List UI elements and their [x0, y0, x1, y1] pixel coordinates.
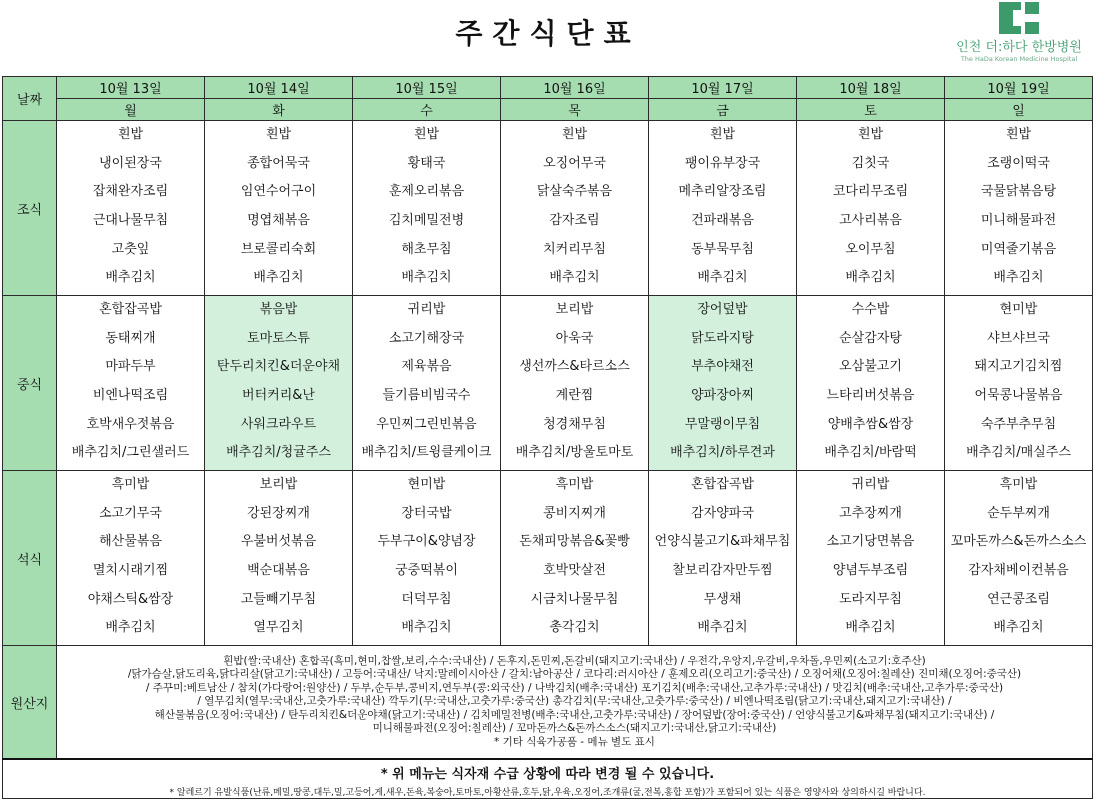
- menu-item: 돈채피망볶음&꽃빵: [519, 534, 630, 550]
- breakfast-menu-cell: [945, 121, 1093, 296]
- dinner-label: 석식: [3, 471, 57, 646]
- origin-line: /닭가슴살,닭도리육,닭다리살(닭고기:국내산) / 고등어:국내산/ 낙지:말레이시아산 / 갈치:남아공산 / 코다리:러시아산 / 훈제오리(오리고기:중국산) / 오징어채(오징어:칠레산) 진미채(오징어:중국산): [127, 668, 1022, 681]
- menu-item: 미니해물파전: [980, 213, 1057, 229]
- weekday-row: [3, 99, 1093, 121]
- dinner-menu-cell: [353, 471, 501, 646]
- menu-item: 배추김치: [845, 270, 896, 286]
- breakfast-menu-cell: [501, 121, 649, 296]
- dinner-menu-cell: [797, 471, 945, 646]
- date-label: 날짜: [3, 77, 57, 121]
- dinner-row: [3, 471, 1093, 646]
- menu-item: 계란찜: [555, 388, 594, 404]
- lunch-menu-cell: [797, 296, 945, 471]
- menu-item: 김칫국: [851, 155, 890, 171]
- menu-item: 양파장아찌: [691, 388, 754, 404]
- menu-item: 찰보리감자만두찜: [672, 563, 773, 579]
- lunch-menu-cell: [205, 296, 353, 471]
- menu-item: 아욱국: [555, 330, 594, 346]
- menu-item: 혼합잡곡밥: [99, 302, 162, 317]
- menu-item: 백순대볶음: [247, 563, 310, 579]
- menu-item: 해초무침: [401, 241, 452, 257]
- menu-item: 감자채베이컨볶음: [968, 563, 1069, 579]
- menu-item: 흑미밥: [111, 477, 150, 492]
- logo-name: 인천 더:하다 한방병원: [956, 40, 1082, 55]
- menu-item: 배추김치: [993, 270, 1044, 286]
- menu-item: 팽이유부장국: [684, 155, 761, 171]
- menu-item: 비엔나떡조림: [92, 388, 169, 404]
- menu-item: 언양식불고기&파채무침: [654, 534, 791, 550]
- menu-item: 무생채: [703, 591, 742, 607]
- menu-item: 청경채무침: [543, 416, 606, 432]
- menu-item: 고들빼기무침: [240, 591, 317, 607]
- menu-item: 마파두부: [105, 359, 156, 375]
- menu-item: 닭살숙주볶음: [536, 184, 613, 200]
- lunch-menu-cell: [57, 296, 205, 471]
- menu-item: 귀리밥: [407, 302, 446, 317]
- menu-item: 흰밥: [265, 127, 292, 142]
- page-title: 주간식단표: [455, 17, 641, 50]
- menu-item: 김치메밀전병: [388, 213, 465, 229]
- menu-item: 조랭이떡국: [987, 155, 1050, 171]
- menu-item: 감자조림: [549, 213, 600, 229]
- menu-item: 미역줄기볶음: [980, 241, 1057, 257]
- menu-item: 배추김치/바람떡: [824, 445, 917, 461]
- weekly-menu-table: [2, 76, 1093, 799]
- menu-item: 순두부찌개: [987, 505, 1050, 521]
- menu-item: 코다리무조림: [832, 184, 909, 200]
- menu-item: 보리밥: [259, 477, 298, 492]
- lunch-menu-cell: [649, 296, 797, 471]
- origin-line: / 주꾸미:베트남산 / 참치(가다랑어:원양산) / 두부,순두부,콩비지,연두부(콩:외국산) / 나박김치(배추:국내산) 포기김치(배추:국내산,고추가루:국내산) / 맛김치(배추:국내산,고추가루:중국산): [145, 681, 1004, 694]
- menu-item: 배추김치: [845, 620, 896, 636]
- menu-item: 배추김치: [401, 620, 452, 636]
- menu-item: 오이무침: [845, 241, 896, 257]
- menu-item: 시금치나물무침: [530, 591, 619, 607]
- origin-line: 미니해물파전(오징어:칠레산) / 꼬마돈까스&돈까스소스(돼지고기:국내산,닭고기:국내산): [372, 722, 777, 735]
- menu-item: 강된장찌개: [247, 505, 310, 521]
- menu-item: 돼지고기김치찜: [974, 359, 1063, 375]
- dinner-menu-cell: [205, 471, 353, 646]
- menu-item: 토마토스튜: [247, 330, 310, 346]
- menu-item: 치커리무침: [543, 241, 606, 257]
- day-weekday: 금: [649, 99, 797, 121]
- menu-item: 도라지무침: [839, 591, 902, 607]
- menu-item: 혼합잡곡밥: [691, 477, 754, 492]
- day-weekday: 월: [57, 99, 205, 121]
- menu-item: 들기름비빔국수: [382, 388, 471, 404]
- menu-item: 호박새우젓볶음: [86, 416, 175, 432]
- menu-item: 궁중떡볶이: [395, 563, 458, 579]
- notice-main: * 위 메뉴는 식자재 수급 상황에 따라 변경 될 수 있습니다.: [380, 767, 715, 782]
- menu-item: 수수밥: [851, 302, 890, 317]
- menu-item: 느타리버섯볶음: [826, 388, 915, 404]
- menu-item: 건파래볶음: [691, 213, 754, 229]
- menu-item: 오징어무국: [543, 155, 606, 171]
- day-date: 10월 19일: [945, 77, 1093, 99]
- menu-item: 두부구이&양념장: [377, 534, 476, 550]
- menu-item: 배추김치/트윙클케이크: [361, 445, 492, 461]
- menu-item: 흰밥: [413, 127, 440, 142]
- day-date: 10월 16일: [501, 77, 649, 99]
- menu-item: 흰밥: [1005, 127, 1032, 142]
- menu-item: 소고기무국: [99, 505, 162, 521]
- breakfast-menu-cell: [205, 121, 353, 296]
- origin-line: 해산물볶음(오징어:국내산) / 탄두리치킨&더운야채(닭고기:국내산) / 김치메밀전병(배추:국내산,고춧가루:국내산) / 장어덮밥(장어:중국산) / 언양식불고기&파채무침(돼지고기:국내산) /: [154, 708, 995, 721]
- origin-row: [3, 646, 1093, 760]
- menu-item: 배추김치/그린샐러드: [71, 445, 190, 461]
- menu-item: 근대나물무침: [92, 213, 169, 229]
- menu-item: 볶음밥: [259, 302, 298, 317]
- menu-item: 흰밥: [709, 127, 736, 142]
- menu-item: 부추야채전: [691, 359, 754, 375]
- menu-item: 호박맛살전: [543, 563, 606, 579]
- logo-subtitle: The HaDa Korean Medicine Hospital: [960, 55, 1078, 63]
- lunch-menu-cell: [353, 296, 501, 471]
- menu-item: 동태찌개: [105, 330, 156, 346]
- breakfast-label: 조식: [3, 121, 57, 296]
- menu-item: 숙주부추무침: [980, 416, 1057, 432]
- menu-item: 배추김치: [697, 620, 748, 636]
- menu-item: 고추장찌개: [839, 505, 902, 521]
- origin-label: 원산지: [3, 646, 57, 760]
- breakfast-menu-cell: [797, 121, 945, 296]
- dinner-menu-cell: [945, 471, 1093, 646]
- menu-item: 양배추쌈&쌈장: [827, 416, 914, 432]
- dinner-menu-cell: [57, 471, 205, 646]
- menu-item: 흰밥: [561, 127, 588, 142]
- menu-item: 흰밥: [857, 127, 884, 142]
- menu-item: 귀리밥: [851, 477, 890, 492]
- menu-item: 배추김치/매실주스: [966, 445, 1071, 461]
- menu-item: 종합어묵국: [247, 155, 310, 171]
- menu-item: 열무김치: [253, 620, 304, 636]
- dinner-menu-cell: [501, 471, 649, 646]
- day-date: 10월 14일: [205, 77, 353, 99]
- menu-item: 버터커리&난: [242, 388, 315, 404]
- menu-item: 브로콜리숙회: [240, 241, 317, 257]
- menu-item: 장어덮밥: [697, 302, 748, 317]
- menu-item: 꼬마돈까스&돈까스소스: [950, 534, 1087, 550]
- breakfast-menu-cell: [353, 121, 501, 296]
- day-date: 10월 17일: [649, 77, 797, 99]
- menu-item: 소고기당면볶음: [826, 534, 915, 550]
- lunch-menu-cell: [945, 296, 1093, 471]
- menu-item: 황태국: [407, 155, 446, 171]
- menu-item: 국물닭볶음탕: [980, 184, 1057, 200]
- menu-item: 흑미밥: [999, 477, 1038, 492]
- menu-item: 제육볶음: [401, 359, 452, 375]
- menu-item: 오삼불고기: [839, 359, 902, 375]
- menu-item: 배추김치: [993, 620, 1044, 636]
- menu-item: 흰밥: [117, 127, 144, 142]
- day-weekday: 화: [205, 99, 353, 121]
- menu-item: 현미밥: [407, 477, 446, 492]
- origin-line: * 기타 식육가공품 - 메뉴 별도 표시: [494, 735, 655, 748]
- day-weekday: 토: [797, 99, 945, 121]
- menu-item: 소고기해장국: [388, 330, 465, 346]
- menu-item: 메추리알장조림: [678, 184, 767, 200]
- menu-item: 생선까스&타르소스: [519, 359, 630, 375]
- allergy-notice: * 알레르기 유발식품(난류,메밀,땅콩,대두,밀,고등어,게,새우,돈육,복숭아,토마토,아황산류,호두,닭,우육,오징어,조개류(굴,전복,홍합 포함)가 포함되어 있는 식품은 영양사와 상의하시길 바랍니다.: [169, 788, 926, 798]
- menu-item: 배추김치: [105, 270, 156, 286]
- menu-item: 감자양파국: [691, 505, 754, 521]
- lunch-row: [3, 296, 1093, 471]
- menu-item: 동부묵무침: [691, 241, 754, 257]
- menu-item: 사워크라우트: [240, 416, 317, 432]
- breakfast-menu-cell: [649, 121, 797, 296]
- menu-item: 배추김치: [401, 270, 452, 286]
- origin-line: / 열무김치(열무:국내산,고춧가루:국내산) 깍두기(무:국내산,고춧가루:중국산) 총각김치(무:국내산,고춧가루:중국산) / 비엔나떡조림(닭고기:국내산,돼지고기:국내산) /: [197, 695, 952, 708]
- menu-item: 보리밥: [555, 302, 594, 317]
- date-row: [3, 77, 1093, 99]
- hospital-logo: [946, 2, 1092, 72]
- dinner-menu-cell: [649, 471, 797, 646]
- menu-item: 어묵콩나물볶음: [974, 388, 1063, 404]
- menu-item: 장터국밥: [401, 505, 452, 521]
- menu-item: 콩비지찌개: [543, 505, 606, 521]
- menu-item: 흑미밥: [555, 477, 594, 492]
- menu-item: 명엽채볶음: [247, 213, 310, 229]
- day-weekday: 수: [353, 99, 501, 121]
- menu-item: 총각김치: [549, 620, 600, 636]
- origin-line: 흰밥(쌀:국내산) 혼합곡(흑미,현미,찹쌀,보리,수수:국내산) / 돈후지,돈민찌,돈갈비(돼지고기:국내산) / 우전각,우앙지,우갈비,우차돌,우민찌(소고기:호주산): [223, 655, 926, 668]
- menu-item: 순살감자탕: [839, 330, 902, 346]
- menu-item: 배추김치/하루견과: [670, 445, 775, 461]
- logo-mark-icon: [997, 2, 1041, 34]
- breakfast-menu-cell: [57, 121, 205, 296]
- menu-item: 야채스틱&쌈장: [87, 591, 174, 607]
- day-weekday: 일: [945, 99, 1093, 121]
- menu-item: 고춧잎: [111, 241, 150, 257]
- menu-item: 냉이된장국: [99, 155, 162, 171]
- menu-item: 배추김치/청귤주스: [226, 445, 331, 461]
- menu-item: 우불버섯볶음: [240, 534, 317, 550]
- menu-item: 탄두리치킨&더운야채: [216, 359, 341, 375]
- menu-item: 멸치시래기찜: [92, 563, 169, 579]
- menu-item: 배추김치: [549, 270, 600, 286]
- lunch-label: 중식: [3, 296, 57, 471]
- menu-item: 훈제오리볶음: [388, 184, 465, 200]
- menu-item: 샤브샤브국: [987, 330, 1050, 346]
- menu-item: 고사리볶음: [839, 213, 902, 229]
- menu-item: 현미밥: [999, 302, 1038, 317]
- day-date: 10월 18일: [797, 77, 945, 99]
- menu-item: 해산물볶음: [99, 534, 162, 550]
- notice-cell: [3, 759, 1093, 799]
- menu-item: 임연수어구이: [240, 184, 317, 200]
- menu-item: 연근콩조림: [987, 591, 1050, 607]
- menu-item: 양념두부조림: [832, 563, 909, 579]
- day-date: 10월 15일: [353, 77, 501, 99]
- menu-item: 무말랭이무침: [684, 416, 761, 432]
- breakfast-row: [3, 121, 1093, 296]
- menu-item: 우민찌그린빈볶음: [376, 416, 477, 432]
- menu-item: 배추김치: [253, 270, 304, 286]
- lunch-menu-cell: [501, 296, 649, 471]
- day-weekday: 목: [501, 99, 649, 121]
- menu-item: 닭도라지탕: [691, 330, 754, 346]
- menu-item: 배추김치: [697, 270, 748, 286]
- day-date: 10월 13일: [57, 77, 205, 99]
- origin-info: [57, 646, 1093, 760]
- menu-item: 배추김치/방울토마토: [515, 445, 634, 461]
- menu-item: 배추김치: [105, 620, 156, 636]
- menu-item: 잡채완자조림: [92, 184, 169, 200]
- menu-item: 더덕무침: [401, 591, 452, 607]
- notice-row: [3, 759, 1093, 799]
